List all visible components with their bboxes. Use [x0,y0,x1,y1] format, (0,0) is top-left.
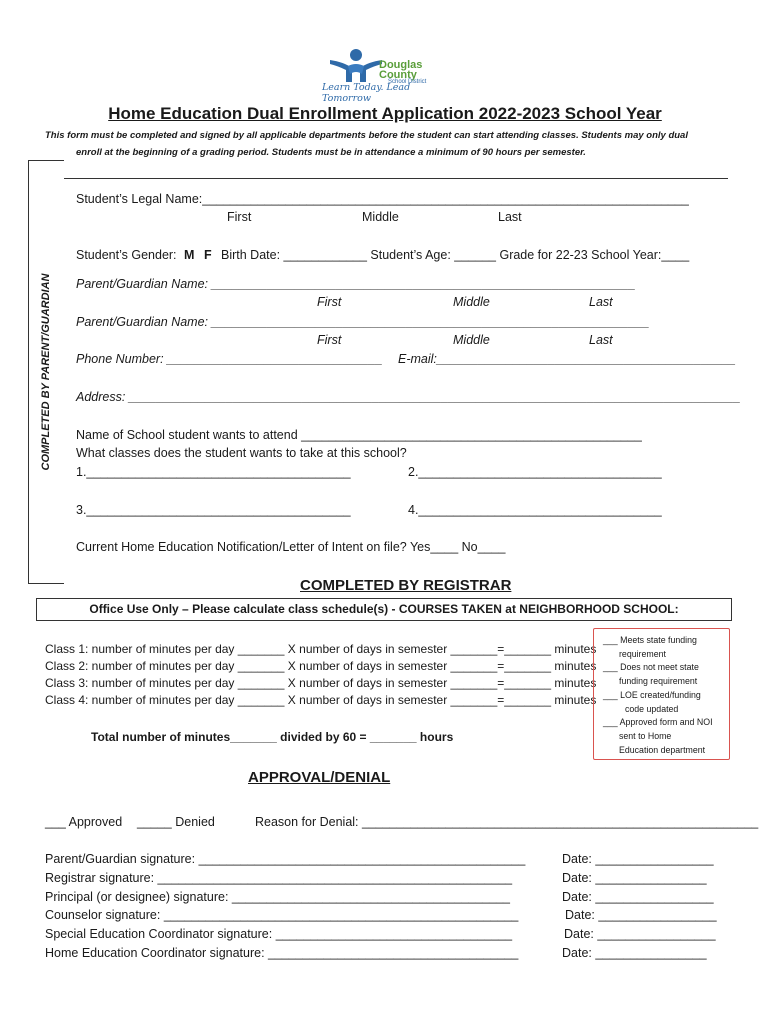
total-hours-field[interactable]: Total number of minutes_______ divided by 60 = _______ hours [91,730,454,744]
notification-on-file-field[interactable]: Current Home Education Notification/Letter of Intent on file? Yes____ No____ [76,540,506,554]
logo-tagline: Learn Today. Lead Tomorrow [322,82,411,104]
signature-line-parent[interactable]: Parent/Guardian signature: _______________________________________________ [45,852,526,866]
section-divider [64,178,728,179]
parent-section-side-label: COMPLETED BY PARENT/GUARDIAN [40,273,52,471]
logo-name-line2: County [379,69,417,81]
guardian1-sub-first: First [317,295,342,309]
funding-checklist-box [593,628,730,760]
approved-option[interactable]: ___ Approved [45,815,123,829]
class-field-2[interactable]: 2.___________________________________ [408,465,662,479]
checklist-item[interactable]: ___ Approved form and NOI [603,717,713,727]
class-minutes-row-1[interactable]: Class 1: number of minutes per day _______ X number of days in semester _______=_______ minutes [45,642,597,656]
gender-option-m[interactable]: M [184,248,195,262]
signature-line-registrar[interactable]: Registrar signature: ___________________________________________________ [45,871,513,885]
district-logo [322,48,450,104]
checklist-item-cont: sent to Home [619,731,672,741]
guardian2-sub-last: Last [589,333,613,347]
denied-option[interactable]: _____ Denied [137,815,215,829]
name-sub-first: First [227,210,252,224]
signature-line-counselor[interactable]: Counselor signature: ___________________________________________________ [45,908,519,922]
signature-line-home-ed[interactable]: Home Education Coordinator signature: ____________________________________ [45,946,519,960]
guardian2-sub-first: First [317,333,342,347]
denial-reason-field[interactable]: Reason for Denial: _________________________________________________________ [255,815,759,829]
signature-line-principal[interactable]: Principal (or designee) signature: ________________________________________ [45,890,510,904]
class-field-3[interactable]: 3.______________________________________ [76,503,351,517]
signature-line-special-ed[interactable]: Special Education Coordinator signature: __________________________________ [45,927,513,941]
gender-option-f[interactable]: F [204,248,212,262]
class-field-1[interactable]: 1.______________________________________ [76,465,351,479]
checklist-item[interactable]: ___ LOE created/funding [603,690,701,700]
intro-line-1: This form must be completed and signed by all applicable departments before the student can start attending classes. Students may only dual [45,130,688,141]
guardian-name-field-1[interactable]: Parent/Guardian Name: _____________________________________________________________ [76,277,636,291]
birth-age-grade-fields[interactable]: Birth Date: ____________ Student’s Age: ______ Grade for 22-23 School Year:____ [221,248,690,262]
approval-heading: APPROVAL/DENIAL [248,769,391,786]
gender-label: Student’s Gender: [76,248,177,262]
class-field-4[interactable]: 4.___________________________________ [408,503,662,517]
class-minutes-row-4[interactable]: Class 4: number of minutes per day _______ X number of days in semester _______=_______ minutes [45,693,597,707]
guardian1-sub-middle: Middle [453,295,490,309]
date-field-registrar[interactable]: Date: ________________ [562,871,707,885]
logo-name-line3: School District [388,79,427,85]
office-use-banner [36,598,732,621]
class-minutes-row-3[interactable]: Class 3: number of minutes per day _______ X number of days in semester _______=_______ minutes [45,676,597,690]
student-legal-name-field[interactable]: Student’s Legal Name:______________________________________________________________________ [76,192,689,206]
checklist-item-cont: requirement [619,649,666,659]
school-field[interactable]: Name of School student wants to attend _________________________________________________ [76,428,642,442]
date-field-counselor[interactable]: Date: _________________ [565,908,717,922]
guardian2-sub-middle: Middle [453,333,490,347]
email-field[interactable]: E-mail:___________________________________________ [398,352,736,366]
class-minutes-row-2[interactable]: Class 2: number of minutes per day _______ X number of days in semester _______=_______ minutes [45,659,597,673]
logo-figure-icon [326,48,386,84]
logo-name-line1: Douglas [379,59,423,71]
date-field-special-ed[interactable]: Date: _________________ [564,927,716,941]
checklist-item-cont: funding requirement [619,676,698,686]
office-use-text: Office Use Only – Please calculate class schedule(s) - COURSES TAKEN at NEIGHBORHOOD SCHOOL: [89,602,679,616]
page-title: Home Education Dual Enrollment Application 2022-2023 School Year [108,104,662,123]
registrar-heading: COMPLETED BY REGISTRAR [300,577,512,594]
guardian1-sub-last: Last [589,295,613,309]
name-sub-middle: Middle [362,210,399,224]
guardian-name-field-2[interactable]: Parent/Guardian Name: _______________________________________________________________ [76,315,650,329]
name-sub-last: Last [498,210,522,224]
checklist-item[interactable]: ___ Does not meet state [603,662,699,672]
address-field[interactable]: Address: ________________________________________________________________________________________ [76,390,741,404]
classes-question: What classes does the student wants to take at this school? [76,446,407,460]
checklist-item-cont: Education department [619,745,706,755]
date-field-parent[interactable]: Date: _________________ [562,852,714,866]
phone-field[interactable]: Phone Number: _______________________________ [76,352,383,366]
date-field-home-ed[interactable]: Date: ________________ [562,946,707,960]
checklist-item[interactable]: ___ Meets state funding [603,635,697,645]
intro-line-2: enroll at the beginning of a grading period. Students must be in attendance a minimum of 90 hours per semester. [76,147,586,158]
checklist-item-cont: code updated [625,704,679,714]
date-field-principal[interactable]: Date: _________________ [562,890,714,904]
